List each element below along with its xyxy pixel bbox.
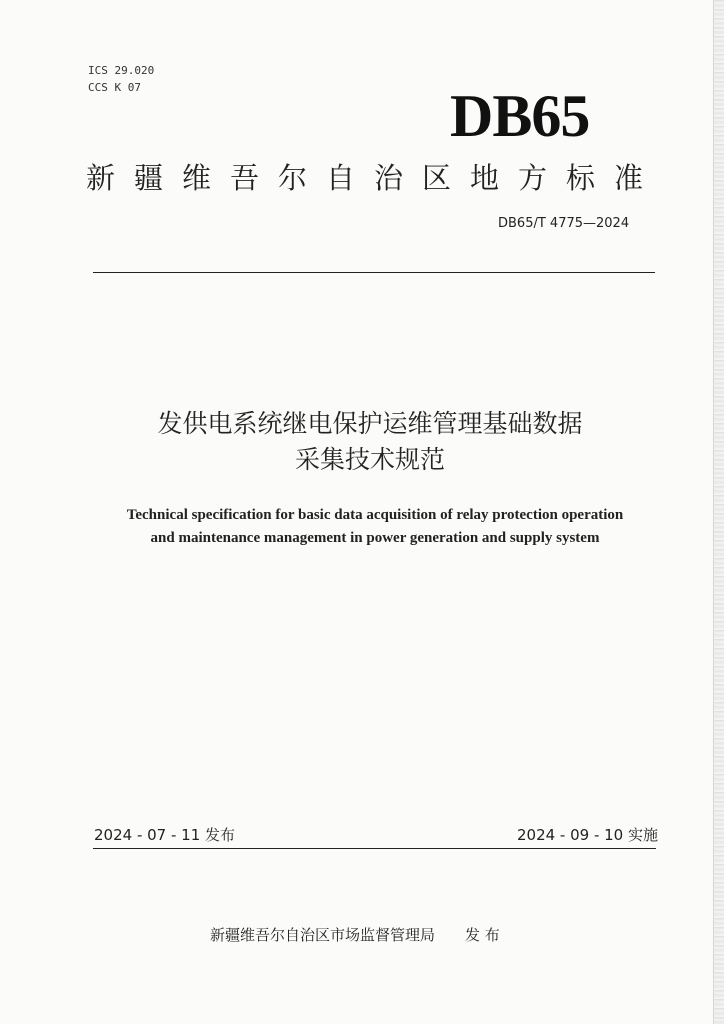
standard-number: DB65/T 4775—2024 (498, 216, 630, 231)
scan-edge-line (713, 0, 714, 1024)
title-chinese-line-1: 发供电系统继电保护运维管理基础数据 (157, 409, 583, 438)
classification-codes (88, 62, 154, 96)
issuer-title: 新疆维吾尔自治区地方标准 (86, 161, 663, 195)
title-chinese (60, 406, 680, 478)
title-english-line-2: and maintenance management in power generation and supply system (150, 530, 600, 546)
publish-action: 发 布 (465, 926, 500, 944)
scan-edge-shadow (714, 0, 724, 1024)
db65-logo: DB65 (450, 83, 590, 149)
ccs-code: CCS K 07 (88, 81, 141, 94)
bottom-divider (93, 848, 656, 849)
title-chinese-line-2: 采集技术规范 (294, 445, 445, 474)
ics-code: ICS 29.020 (88, 64, 155, 77)
implementation-date: 2024 - 09 - 10 实施 (516, 826, 658, 844)
top-divider (93, 272, 655, 273)
title-english (60, 504, 690, 550)
issue-date: 2024 - 07 - 11 发布 (94, 826, 236, 844)
publisher-footer (210, 924, 500, 945)
title-english-line-1: Technical specification for basic data acquisition of relay protection operation (126, 507, 624, 523)
publisher-name: 新疆维吾尔自治区市场监督管理局 (210, 926, 436, 944)
